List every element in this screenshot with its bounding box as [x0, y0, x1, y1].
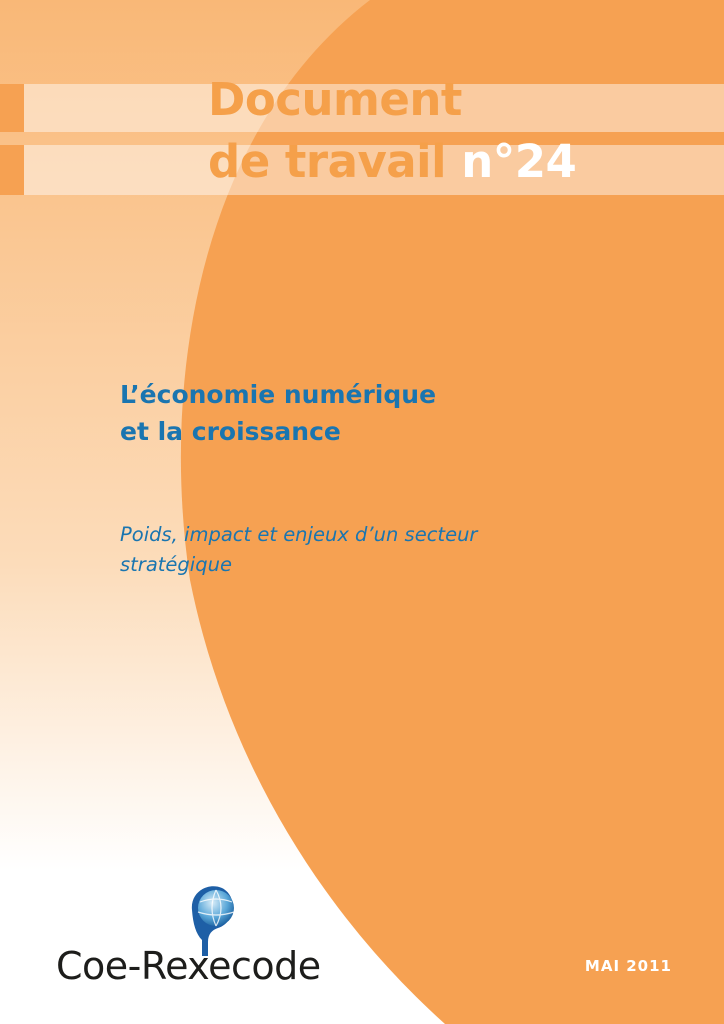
- orange-tab-top: [0, 84, 24, 132]
- publisher-logo-text: Coe-Rexecode: [56, 944, 321, 988]
- subtitle-line1: Poids, impact et enjeux d’un secteur: [120, 523, 478, 546]
- publication-date: MAI 2011: [584, 957, 672, 975]
- title-line1: L’économie numérique: [120, 380, 437, 409]
- issue-number: n°24: [461, 135, 577, 188]
- title-line2: et la croissance: [120, 417, 341, 446]
- publication-title: [120, 376, 436, 450]
- series-label-line2: [208, 135, 577, 188]
- series-label-text: de travail: [208, 135, 447, 188]
- orange-tab-bottom: [0, 145, 24, 195]
- series-label-line1: Document: [208, 73, 462, 126]
- subtitle-line2: stratégique: [120, 553, 232, 576]
- publication-subtitle: [120, 520, 477, 580]
